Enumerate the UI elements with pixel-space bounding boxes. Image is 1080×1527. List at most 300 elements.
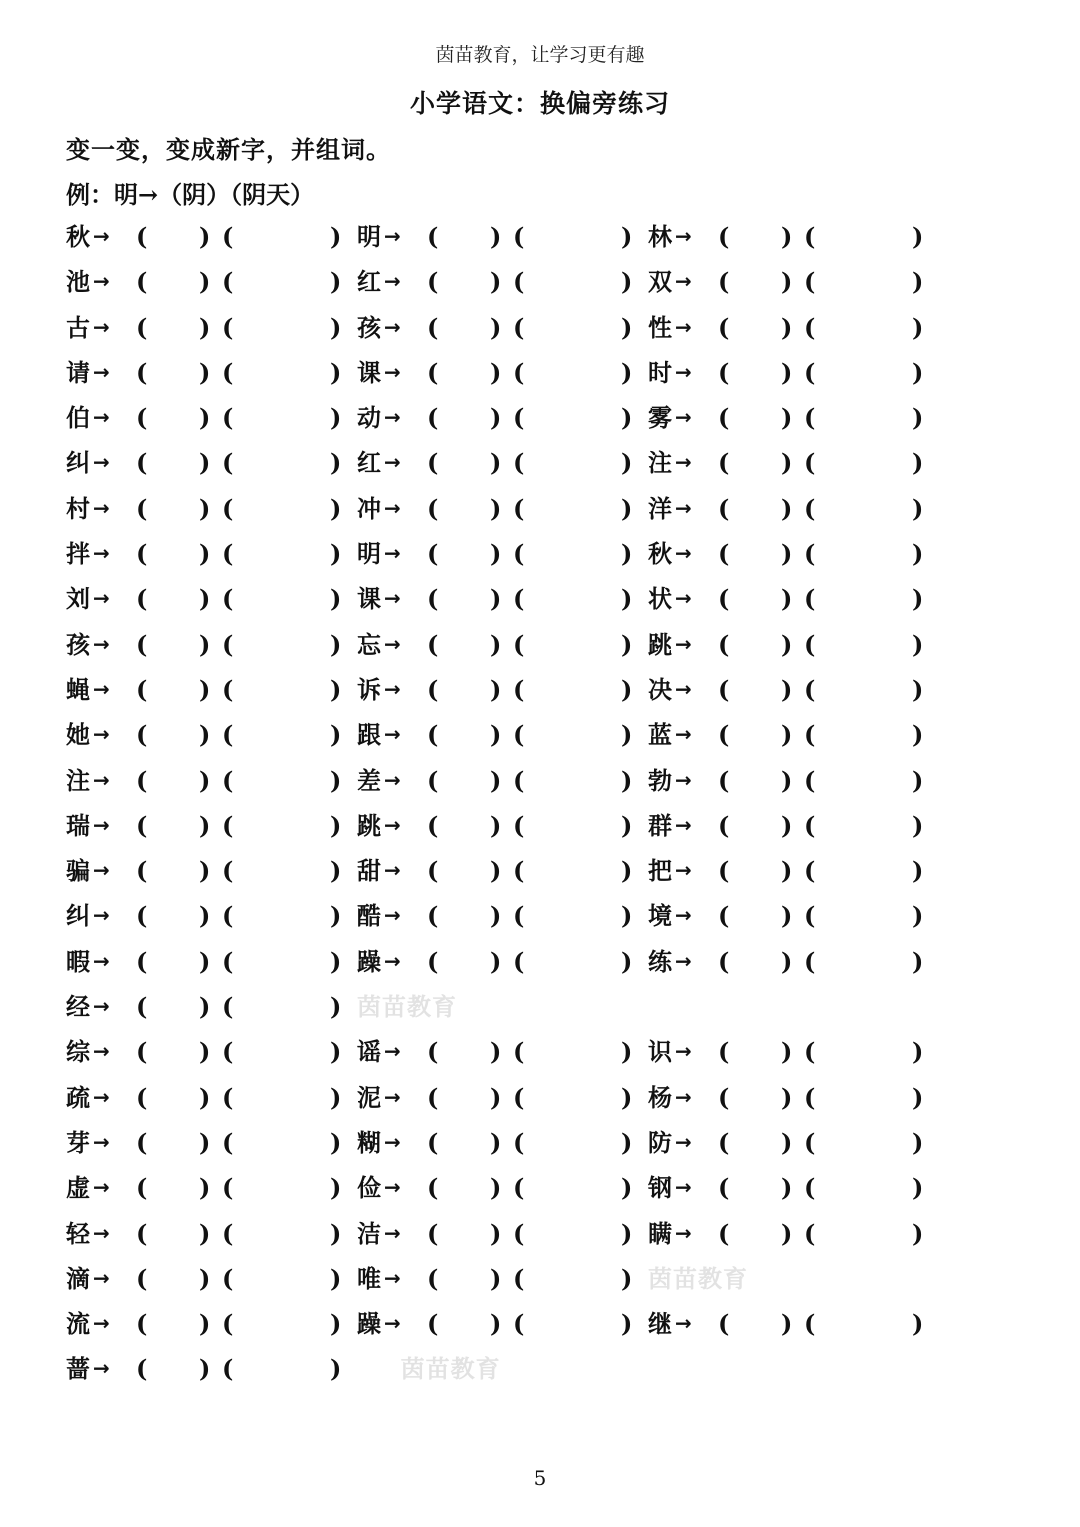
exercise-item bbox=[66, 939, 356, 984]
arrow-icon: → bbox=[675, 948, 692, 973]
arrow-icon: → bbox=[93, 450, 110, 475]
open-paren: ( bbox=[804, 1082, 816, 1112]
close-paren: ) bbox=[781, 1082, 793, 1112]
exercise-item bbox=[66, 1075, 356, 1120]
source-character: 疏 bbox=[66, 1082, 90, 1112]
arrow-icon: → bbox=[675, 812, 692, 837]
exercise-item bbox=[648, 350, 938, 395]
source-character: 杨 bbox=[648, 1082, 672, 1112]
source-character: 课 bbox=[357, 357, 381, 387]
arrow-icon: → bbox=[384, 903, 401, 928]
open-paren: ( bbox=[718, 357, 730, 387]
source-character: 决 bbox=[648, 674, 672, 704]
open-paren: ( bbox=[513, 267, 525, 297]
close-paren: ) bbox=[199, 674, 211, 704]
arrow-icon: → bbox=[384, 1129, 401, 1154]
source-character: 洋 bbox=[648, 493, 672, 523]
open-paren: ( bbox=[513, 493, 525, 523]
close-paren: ) bbox=[781, 267, 793, 297]
arrow-icon: → bbox=[384, 359, 401, 384]
source-character: 孩 bbox=[66, 629, 90, 659]
open-paren: ( bbox=[804, 403, 816, 433]
source-character: 瞒 bbox=[648, 1218, 672, 1248]
close-paren: ) bbox=[781, 901, 793, 931]
exercise-item bbox=[357, 440, 647, 485]
source-character: 识 bbox=[648, 1037, 672, 1067]
close-paren: ) bbox=[621, 901, 633, 931]
arrow-icon: → bbox=[93, 541, 110, 566]
open-paren: ( bbox=[222, 765, 234, 795]
exercise-row bbox=[66, 486, 966, 531]
close-paren: ) bbox=[490, 1037, 502, 1067]
open-paren: ( bbox=[513, 674, 525, 704]
open-paren: ( bbox=[427, 629, 439, 659]
exercise-item bbox=[357, 486, 647, 531]
open-paren: ( bbox=[136, 946, 148, 976]
open-paren: ( bbox=[804, 493, 816, 523]
open-paren: ( bbox=[718, 403, 730, 433]
close-paren: ) bbox=[330, 946, 342, 976]
close-paren: ) bbox=[199, 1218, 211, 1248]
exercise-item bbox=[66, 1256, 356, 1301]
close-paren: ) bbox=[490, 448, 502, 478]
close-paren: ) bbox=[330, 539, 342, 569]
close-paren: ) bbox=[330, 403, 342, 433]
exercise-row bbox=[66, 712, 966, 757]
open-paren: ( bbox=[136, 312, 148, 342]
close-paren: ) bbox=[781, 312, 793, 342]
exercise-row bbox=[66, 939, 966, 984]
exercise-row bbox=[66, 1075, 966, 1120]
open-paren: ( bbox=[427, 1082, 439, 1112]
close-paren: ) bbox=[912, 674, 924, 704]
open-paren: ( bbox=[718, 901, 730, 931]
open-paren: ( bbox=[222, 992, 234, 1022]
close-paren: ) bbox=[781, 1309, 793, 1339]
arrow-icon: → bbox=[675, 359, 692, 384]
close-paren: ) bbox=[490, 810, 502, 840]
source-character: 雾 bbox=[648, 403, 672, 433]
open-paren: ( bbox=[427, 765, 439, 795]
open-paren: ( bbox=[136, 1082, 148, 1112]
source-character: 拌 bbox=[66, 539, 90, 569]
arrow-icon: → bbox=[93, 1220, 110, 1245]
close-paren: ) bbox=[330, 267, 342, 297]
source-character: 虚 bbox=[66, 1173, 90, 1203]
arrow-icon: → bbox=[384, 1220, 401, 1245]
exercise-item bbox=[66, 758, 356, 803]
open-paren: ( bbox=[804, 539, 816, 569]
source-character: 骗 bbox=[66, 856, 90, 886]
open-paren: ( bbox=[513, 1218, 525, 1248]
close-paren: ) bbox=[199, 629, 211, 659]
close-paren: ) bbox=[199, 493, 211, 523]
exercise-item bbox=[648, 576, 938, 621]
arrow-icon: → bbox=[384, 858, 401, 883]
open-paren: ( bbox=[427, 403, 439, 433]
open-paren: ( bbox=[222, 810, 234, 840]
arrow-icon: → bbox=[675, 495, 692, 520]
close-paren: ) bbox=[912, 901, 924, 931]
close-paren: ) bbox=[330, 1309, 342, 1339]
close-paren: ) bbox=[330, 448, 342, 478]
arrow-icon: → bbox=[93, 994, 110, 1019]
source-character: 躁 bbox=[357, 946, 381, 976]
arrow-icon: → bbox=[675, 314, 692, 339]
close-paren: ) bbox=[781, 946, 793, 976]
exercise-row bbox=[66, 259, 966, 304]
source-character: 练 bbox=[648, 946, 672, 976]
arrow-icon: → bbox=[93, 948, 110, 973]
open-paren: ( bbox=[718, 584, 730, 614]
arrow-icon: → bbox=[384, 767, 401, 792]
source-character: 诉 bbox=[357, 674, 381, 704]
close-paren: ) bbox=[490, 856, 502, 886]
open-paren: ( bbox=[513, 1037, 525, 1067]
open-paren: ( bbox=[136, 674, 148, 704]
close-paren: ) bbox=[199, 1309, 211, 1339]
source-character: 跟 bbox=[357, 720, 381, 750]
source-character: 课 bbox=[357, 584, 381, 614]
exercise-row bbox=[66, 984, 966, 1029]
exercise-item bbox=[648, 1075, 938, 1120]
arrow-icon: → bbox=[675, 1129, 692, 1154]
close-paren: ) bbox=[199, 720, 211, 750]
exercise-item bbox=[66, 259, 356, 304]
open-paren: ( bbox=[427, 946, 439, 976]
exercise-row bbox=[66, 440, 966, 485]
close-paren: ) bbox=[621, 403, 633, 433]
arrow-icon: → bbox=[384, 224, 401, 248]
open-paren: ( bbox=[804, 810, 816, 840]
source-character: 躁 bbox=[357, 1309, 381, 1339]
source-character: 勃 bbox=[648, 765, 672, 795]
open-paren: ( bbox=[222, 539, 234, 569]
source-character: 秋 bbox=[648, 539, 672, 569]
open-paren: ( bbox=[222, 493, 234, 523]
close-paren: ) bbox=[330, 493, 342, 523]
exercise-row bbox=[66, 667, 966, 712]
open-paren: ( bbox=[136, 403, 148, 433]
exercise-item bbox=[357, 848, 647, 893]
close-paren: ) bbox=[490, 901, 502, 931]
close-paren: ) bbox=[199, 1173, 211, 1203]
exercise-item bbox=[648, 1120, 938, 1165]
exercise-item bbox=[357, 939, 647, 984]
exercise-item bbox=[66, 803, 356, 848]
close-paren: ) bbox=[330, 1082, 342, 1112]
source-character: 经 bbox=[66, 992, 90, 1022]
close-paren: ) bbox=[199, 1082, 211, 1112]
close-paren: ) bbox=[621, 810, 633, 840]
source-character: 伯 bbox=[66, 403, 90, 433]
exercise-item bbox=[357, 893, 647, 938]
open-paren: ( bbox=[513, 629, 525, 659]
close-paren: ) bbox=[912, 1037, 924, 1067]
open-paren: ( bbox=[513, 946, 525, 976]
open-paren: ( bbox=[427, 312, 439, 342]
open-paren: ( bbox=[804, 222, 816, 251]
open-paren: ( bbox=[136, 629, 148, 659]
close-paren: ) bbox=[199, 584, 211, 614]
open-paren: ( bbox=[718, 1037, 730, 1067]
exercise-item bbox=[66, 1029, 356, 1074]
open-paren: ( bbox=[804, 1218, 816, 1248]
exercise-item bbox=[66, 1301, 356, 1346]
source-character: 明 bbox=[357, 539, 381, 569]
source-character: 暇 bbox=[66, 946, 90, 976]
source-character: 红 bbox=[357, 267, 381, 297]
close-paren: ) bbox=[199, 267, 211, 297]
close-paren: ) bbox=[912, 539, 924, 569]
watermark-text: 茵苗教育 bbox=[400, 1354, 501, 1384]
source-character: 群 bbox=[648, 810, 672, 840]
open-paren: ( bbox=[222, 222, 234, 251]
exercise-item bbox=[66, 984, 356, 1029]
arrow-icon: → bbox=[93, 495, 110, 520]
exercise-item bbox=[648, 395, 938, 440]
close-paren: ) bbox=[912, 1218, 924, 1248]
close-paren: ) bbox=[490, 1309, 502, 1339]
arrow-icon: → bbox=[675, 767, 692, 792]
exercise-item bbox=[648, 1165, 938, 1210]
close-paren: ) bbox=[199, 539, 211, 569]
open-paren: ( bbox=[222, 720, 234, 750]
exercise-item bbox=[648, 440, 938, 485]
open-paren: ( bbox=[513, 222, 525, 251]
arrow-icon: → bbox=[384, 1311, 401, 1336]
source-character: 注 bbox=[66, 765, 90, 795]
page-number: 5 bbox=[533, 1466, 547, 1490]
open-paren: ( bbox=[513, 1082, 525, 1112]
open-paren: ( bbox=[427, 856, 439, 886]
close-paren: ) bbox=[781, 403, 793, 433]
exercise-item bbox=[66, 350, 356, 395]
close-paren: ) bbox=[490, 267, 502, 297]
open-paren: ( bbox=[718, 267, 730, 297]
arrow-icon: → bbox=[675, 1220, 692, 1245]
source-character: 防 bbox=[648, 1127, 672, 1157]
exercise-item bbox=[66, 531, 356, 576]
close-paren: ) bbox=[912, 493, 924, 523]
close-paren: ) bbox=[621, 946, 633, 976]
close-paren: ) bbox=[199, 1127, 211, 1157]
close-paren: ) bbox=[199, 1354, 211, 1384]
open-paren: ( bbox=[804, 674, 816, 704]
close-paren: ) bbox=[330, 1127, 342, 1157]
source-character: 林 bbox=[648, 222, 672, 251]
close-paren: ) bbox=[781, 810, 793, 840]
close-paren: ) bbox=[490, 1173, 502, 1203]
open-paren: ( bbox=[222, 1037, 234, 1067]
open-paren: ( bbox=[804, 584, 816, 614]
open-paren: ( bbox=[804, 720, 816, 750]
arrow-icon: → bbox=[93, 586, 110, 611]
source-character: 跳 bbox=[648, 629, 672, 659]
arrow-icon: → bbox=[93, 359, 110, 384]
close-paren: ) bbox=[621, 222, 633, 251]
close-paren: ) bbox=[621, 448, 633, 478]
open-paren: ( bbox=[804, 856, 816, 886]
open-paren: ( bbox=[804, 1127, 816, 1157]
exercise-item bbox=[648, 712, 938, 757]
source-character: 差 bbox=[357, 765, 381, 795]
close-paren: ) bbox=[490, 539, 502, 569]
exercise-item bbox=[648, 939, 938, 984]
source-character: 瑞 bbox=[66, 810, 90, 840]
close-paren: ) bbox=[330, 1173, 342, 1203]
open-paren: ( bbox=[804, 1309, 816, 1339]
close-paren: ) bbox=[621, 856, 633, 886]
source-character: 秋 bbox=[66, 222, 90, 251]
exercise-item bbox=[357, 531, 647, 576]
source-character: 跳 bbox=[357, 810, 381, 840]
source-character: 流 bbox=[66, 1309, 90, 1339]
open-paren: ( bbox=[718, 1218, 730, 1248]
close-paren: ) bbox=[781, 1037, 793, 1067]
close-paren: ) bbox=[912, 1127, 924, 1157]
close-paren: ) bbox=[912, 1082, 924, 1112]
exercise-item bbox=[357, 259, 647, 304]
exercise-item bbox=[648, 486, 938, 531]
exercise-item bbox=[66, 214, 356, 259]
arrow-icon: → bbox=[93, 314, 110, 339]
watermark-text: 茵苗教育 bbox=[357, 992, 457, 1022]
open-paren: ( bbox=[513, 539, 525, 569]
close-paren: ) bbox=[621, 493, 633, 523]
source-character: 刘 bbox=[66, 584, 90, 614]
close-paren: ) bbox=[621, 539, 633, 569]
arrow-icon: → bbox=[93, 858, 110, 883]
open-paren: ( bbox=[718, 1082, 730, 1112]
open-paren: ( bbox=[718, 720, 730, 750]
arrow-icon: → bbox=[675, 858, 692, 883]
close-paren: ) bbox=[330, 856, 342, 886]
open-paren: ( bbox=[136, 1037, 148, 1067]
close-paren: ) bbox=[330, 992, 342, 1022]
open-paren: ( bbox=[513, 765, 525, 795]
open-paren: ( bbox=[427, 539, 439, 569]
arrow-icon: → bbox=[93, 812, 110, 837]
open-paren: ( bbox=[804, 629, 816, 659]
open-paren: ( bbox=[427, 720, 439, 750]
source-character: 纠 bbox=[66, 448, 90, 478]
source-character: 酷 bbox=[357, 901, 381, 931]
open-paren: ( bbox=[136, 810, 148, 840]
open-paren: ( bbox=[427, 1309, 439, 1339]
open-paren: ( bbox=[718, 539, 730, 569]
exercise-item bbox=[66, 576, 356, 621]
open-paren: ( bbox=[222, 1082, 234, 1112]
arrow-icon: → bbox=[675, 1084, 692, 1109]
open-paren: ( bbox=[222, 357, 234, 387]
source-character: 请 bbox=[66, 357, 90, 387]
exercise-row bbox=[66, 1029, 966, 1074]
source-character: 孩 bbox=[357, 312, 381, 342]
open-paren: ( bbox=[136, 448, 148, 478]
source-character: 泥 bbox=[357, 1082, 381, 1112]
close-paren: ) bbox=[490, 357, 502, 387]
open-paren: ( bbox=[222, 267, 234, 297]
exercise-row bbox=[66, 1301, 966, 1346]
close-paren: ) bbox=[621, 584, 633, 614]
open-paren: ( bbox=[513, 312, 525, 342]
open-paren: ( bbox=[718, 810, 730, 840]
close-paren: ) bbox=[199, 810, 211, 840]
source-character: 古 bbox=[66, 312, 90, 342]
source-character: 综 bbox=[66, 1037, 90, 1067]
exercise-item bbox=[357, 1301, 647, 1346]
example-text: 例：明→（阴）（阴天） bbox=[66, 180, 315, 209]
source-character: 状 bbox=[648, 584, 672, 614]
source-character: 性 bbox=[648, 312, 672, 342]
close-paren: ) bbox=[912, 946, 924, 976]
exercise-item bbox=[357, 350, 647, 395]
open-paren: ( bbox=[136, 765, 148, 795]
source-character: 蝇 bbox=[66, 674, 90, 704]
close-paren: ) bbox=[330, 810, 342, 840]
source-character: 池 bbox=[66, 267, 90, 297]
source-character: 滴 bbox=[66, 1263, 90, 1293]
close-paren: ) bbox=[781, 674, 793, 704]
source-character: 糊 bbox=[357, 1127, 381, 1157]
open-paren: ( bbox=[427, 901, 439, 931]
open-paren: ( bbox=[222, 448, 234, 478]
close-paren: ) bbox=[912, 765, 924, 795]
close-paren: ) bbox=[912, 720, 924, 750]
source-character: 轻 bbox=[66, 1218, 90, 1248]
open-paren: ( bbox=[718, 1127, 730, 1157]
open-paren: ( bbox=[222, 1218, 234, 1248]
open-paren: ( bbox=[136, 584, 148, 614]
open-paren: ( bbox=[427, 1127, 439, 1157]
close-paren: ) bbox=[330, 222, 342, 251]
source-character: 洁 bbox=[357, 1218, 381, 1248]
arrow-icon: → bbox=[93, 903, 110, 928]
close-paren: ) bbox=[199, 403, 211, 433]
source-character: 蓝 bbox=[648, 720, 672, 750]
close-paren: ) bbox=[912, 357, 924, 387]
close-paren: ) bbox=[490, 674, 502, 704]
source-character: 她 bbox=[66, 720, 90, 750]
open-paren: ( bbox=[718, 1309, 730, 1339]
close-paren: ) bbox=[621, 1218, 633, 1248]
exercise-item bbox=[357, 803, 647, 848]
close-paren: ) bbox=[912, 222, 924, 251]
close-paren: ) bbox=[490, 584, 502, 614]
open-paren: ( bbox=[136, 856, 148, 886]
exercise-item bbox=[66, 893, 356, 938]
arrow-icon: → bbox=[93, 1175, 110, 1200]
arrow-icon: → bbox=[93, 224, 110, 248]
open-paren: ( bbox=[136, 1127, 148, 1157]
arrow-icon: → bbox=[384, 1265, 401, 1290]
exercise-row bbox=[66, 1256, 966, 1301]
source-character: 冲 bbox=[357, 493, 381, 523]
arrow-icon: → bbox=[384, 1084, 401, 1109]
arrow-icon: → bbox=[384, 269, 401, 294]
arrow-icon: → bbox=[675, 224, 692, 248]
close-paren: ) bbox=[330, 901, 342, 931]
arrow-icon: → bbox=[384, 722, 401, 747]
source-character: 动 bbox=[357, 403, 381, 433]
exercise-item bbox=[66, 1165, 356, 1210]
close-paren: ) bbox=[330, 629, 342, 659]
open-paren: ( bbox=[222, 629, 234, 659]
arrow-icon: → bbox=[675, 631, 692, 656]
close-paren: ) bbox=[330, 312, 342, 342]
open-paren: ( bbox=[136, 720, 148, 750]
